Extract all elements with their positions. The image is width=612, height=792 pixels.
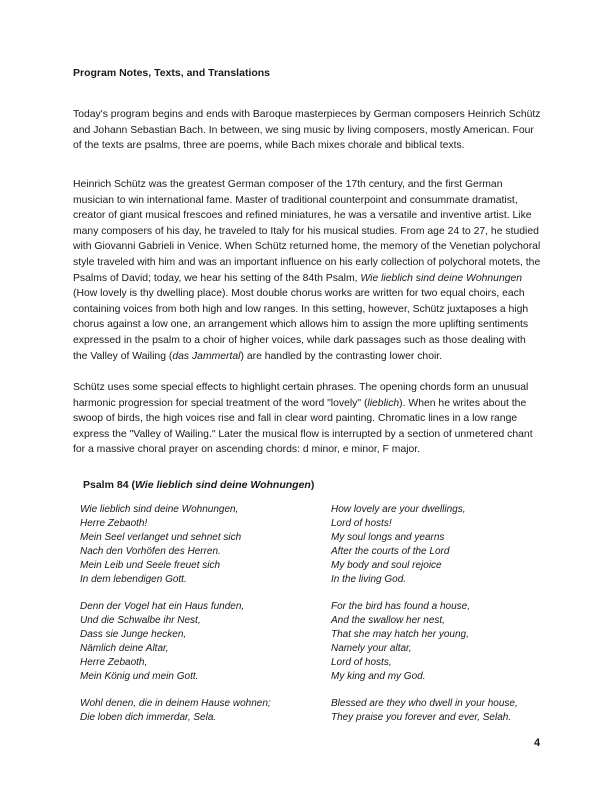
jammertal-term: das Jammertal xyxy=(172,350,241,362)
verse-line: Lord of hosts, xyxy=(331,657,392,668)
verse-line: In dem lebendigen Gott. xyxy=(80,574,187,585)
psalm-title-suffix: ) xyxy=(310,479,315,491)
verse-line: Herre Zebaoth, xyxy=(80,657,148,668)
verse-line: My king and my God. xyxy=(331,671,426,682)
intro-text: Today's program begins and ends with Baroque masterpieces by German composers Heinrich Schütz and Johann Sebastian Bach. In between, we sing music by living composers, mostly American. Four of the texts are psalms, three are poems, while Bach mixes chorale and biblical texts. xyxy=(73,109,541,152)
verse-line: Wohl denen, die in deinem Hause wohnen; xyxy=(80,698,271,709)
bio-text-a: Heinrich Schütz was the greatest German composer of the 17th century, and the first German musician to win international fame. Master of traditional counterpoint and consummate dramatist, creator of giant musical frescoes and refined miniatures, he was a versatile and inventive artist. Like many composers of his day, he traveled to Italy for his musical studies. From age 24 to 27, he studied with Giovanni Gabrieli in Venice. When Schütz returned home, the memory of the Venetian polychoral style traveled with him and was an important influence on his early collection of polychoral motets, the Psalms of David; today, we hear his setting of the 84th Psalm, xyxy=(73,179,541,284)
section-heading: Program Notes, Texts, and Translations xyxy=(73,67,271,79)
schutz-bio-paragraph xyxy=(73,177,543,364)
verse-line: Lord of hosts! xyxy=(331,518,392,529)
bio-text-c: ) are handled by the contrasting lower choir. xyxy=(240,350,443,362)
verse-line: Mein Seel verlanget und sehnet sich xyxy=(80,532,242,543)
psalm-title-prefix: Psalm 84 ( xyxy=(83,479,135,491)
psalm-title-italic: Wie lieblich sind deine Wohnungen xyxy=(134,479,311,491)
verse-line: That she may hatch her young, xyxy=(331,629,469,640)
german-text-column xyxy=(80,503,320,738)
verse-line: Wie lieblich sind deine Wohnungen, xyxy=(80,504,239,515)
page-number: 4 xyxy=(534,737,541,749)
special-effects-paragraph xyxy=(73,380,543,458)
german-stanza xyxy=(80,503,320,587)
psalm-title xyxy=(83,479,314,491)
german-stanza xyxy=(80,697,320,725)
effects-text-b: ). When he writes about the swoop of birds, the high voices rise and fall in clear word painting. Chromatic lines in a low range express the "Valley of Wailing." Later the musical flow is interrupted by a section of unmetered chant for a massive choral prayer on ascending chords: d minor, e minor, F major. xyxy=(73,397,533,456)
lieblich-term: lieblich xyxy=(367,397,400,409)
english-stanza xyxy=(331,697,551,725)
verse-line: Nämlich deine Altar, xyxy=(80,643,169,654)
verse-line: Mein König und mein Gott. xyxy=(80,671,199,682)
english-stanza xyxy=(331,503,551,587)
bio-text-b: (How lovely is thy dwelling place). Most double chorus works are written for two equal choirs, each containing voices from both high and low ranges. In this setting, however, Schütz juxtaposes a high chorus against a low one, an arrangement which allows him to assign the more uplifting sentiments expressed in the psalm to a choir of higher voices, while dark passages such as those dealing with the Valley of Wailing ( xyxy=(73,288,529,362)
german-stanza xyxy=(80,600,320,684)
psalm-title-inline: Wie lieblich sind deine Wohnungen xyxy=(360,272,523,284)
intro-paragraph xyxy=(73,107,543,154)
verse-line: How lovely are your dwellings, xyxy=(331,504,466,515)
verse-line: After the courts of the Lord xyxy=(331,546,450,557)
verse-line: Denn der Vogel hat ein Haus funden, xyxy=(80,601,245,612)
english-translation-column xyxy=(331,503,551,738)
verse-line: My soul longs and yearns xyxy=(331,532,445,543)
verse-line: For the bird has found a house, xyxy=(331,601,470,612)
verse-line: Und die Schwalbe ihr Nest, xyxy=(80,615,201,626)
english-stanza xyxy=(331,600,551,684)
verse-line: Herre Zebaoth! xyxy=(80,518,148,529)
verse-line: And the swallow her nest, xyxy=(331,615,445,626)
verse-line: Die loben dich immerdar, Sela. xyxy=(80,712,217,723)
verse-line: Mein Leib und Seele freuet sich xyxy=(80,560,221,571)
verse-line: Blessed are they who dwell in your house, xyxy=(331,698,518,709)
verse-line: Dass sie Junge hecken, xyxy=(80,629,187,640)
effects-text-a: Schütz uses some special effects to highlight certain phrases. The opening chords form an unusual harmonic progression for special treatment of the word "lovely" ( xyxy=(73,382,529,409)
verse-line: Nach den Vorhöfen des Herren. xyxy=(80,546,221,557)
verse-line: In the living God. xyxy=(331,574,407,585)
verse-line: They praise you forever and ever, Selah. xyxy=(331,712,512,723)
verse-line: My body and soul rejoice xyxy=(331,560,442,571)
verse-line: Namely your altar, xyxy=(331,643,412,654)
